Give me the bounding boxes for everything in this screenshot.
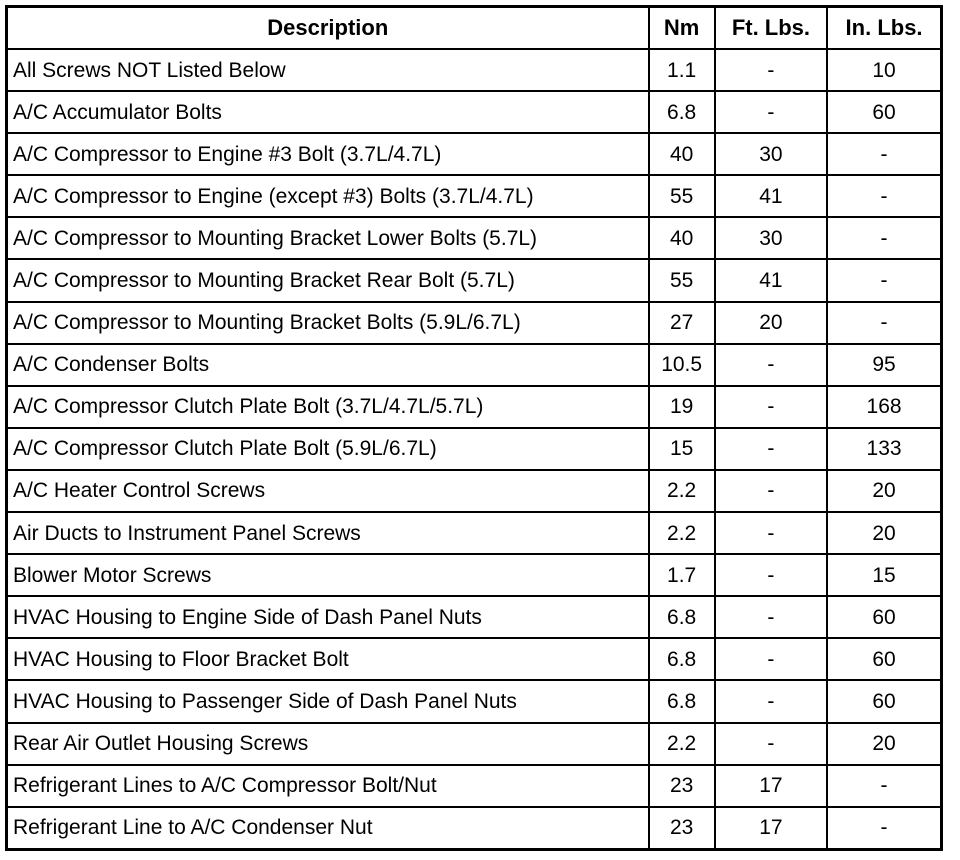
cell-in-lbs: 20: [827, 470, 941, 512]
cell-in-lbs: 20: [827, 723, 941, 765]
cell-in-lbs: 133: [827, 428, 941, 470]
cell-description: A/C Compressor to Mounting Bracket Rear Bolt (5.7L): [7, 259, 649, 301]
cell-ft-lbs: 41: [715, 175, 827, 217]
cell-ft-lbs: 30: [715, 133, 827, 175]
cell-in-lbs: 20: [827, 512, 941, 554]
table-row: [7, 91, 942, 133]
cell-description: HVAC Housing to Passenger Side of Dash Panel Nuts: [7, 680, 649, 722]
cell-in-lbs: -: [827, 259, 941, 301]
cell-description: A/C Compressor Clutch Plate Bolt (3.7L/4.7L/5.7L): [7, 386, 649, 428]
cell-nm: 2.2: [649, 723, 715, 765]
cell-nm: 1.1: [649, 49, 715, 91]
cell-description: Rear Air Outlet Housing Screws: [7, 723, 649, 765]
cell-ft-lbs: -: [715, 91, 827, 133]
cell-in-lbs: -: [827, 133, 941, 175]
table-row: [7, 512, 942, 554]
cell-nm: 1.7: [649, 554, 715, 596]
table-row: [7, 723, 942, 765]
table-row: [7, 470, 942, 512]
table-row: [7, 217, 942, 259]
cell-description: All Screws NOT Listed Below: [7, 49, 649, 91]
cell-nm: 55: [649, 175, 715, 217]
cell-ft-lbs: -: [715, 428, 827, 470]
cell-ft-lbs: 41: [715, 259, 827, 301]
cell-ft-lbs: 20: [715, 302, 827, 344]
table-row: [7, 554, 942, 596]
cell-in-lbs: 168: [827, 386, 941, 428]
cell-description: A/C Compressor Clutch Plate Bolt (5.9L/6.7L): [7, 428, 649, 470]
cell-description: Blower Motor Screws: [7, 554, 649, 596]
cell-in-lbs: -: [827, 765, 941, 807]
cell-nm: 23: [649, 765, 715, 807]
cell-nm: 6.8: [649, 91, 715, 133]
table-row: [7, 133, 942, 175]
cell-in-lbs: 60: [827, 91, 941, 133]
cell-ft-lbs: 17: [715, 765, 827, 807]
table-row: [7, 428, 942, 470]
cell-nm: 2.2: [649, 470, 715, 512]
cell-ft-lbs: -: [715, 512, 827, 554]
cell-description: Refrigerant Lines to A/C Compressor Bolt/Nut: [7, 765, 649, 807]
cell-description: A/C Compressor to Engine #3 Bolt (3.7L/4.7L): [7, 133, 649, 175]
cell-description: HVAC Housing to Engine Side of Dash Panel Nuts: [7, 596, 649, 638]
table-row: [7, 49, 942, 91]
cell-ft-lbs: -: [715, 344, 827, 386]
cell-in-lbs: 10: [827, 49, 941, 91]
torque-specifications-table: [5, 5, 943, 851]
table-row: [7, 596, 942, 638]
cell-nm: 6.8: [649, 680, 715, 722]
table-row: [7, 175, 942, 217]
cell-ft-lbs: -: [715, 470, 827, 512]
cell-nm: 6.8: [649, 638, 715, 680]
cell-in-lbs: 15: [827, 554, 941, 596]
cell-description: Refrigerant Line to A/C Condenser Nut: [7, 807, 649, 850]
cell-in-lbs: -: [827, 175, 941, 217]
table-row: [7, 386, 942, 428]
header-ft-lbs: Ft. Lbs.: [715, 7, 827, 50]
cell-ft-lbs: -: [715, 596, 827, 638]
cell-in-lbs: 60: [827, 638, 941, 680]
table-row: [7, 638, 942, 680]
cell-in-lbs: -: [827, 217, 941, 259]
table-row: [7, 765, 942, 807]
cell-in-lbs: 95: [827, 344, 941, 386]
header-in-lbs: In. Lbs.: [827, 7, 941, 50]
cell-nm: 40: [649, 133, 715, 175]
table-header: [7, 7, 942, 50]
cell-ft-lbs: -: [715, 386, 827, 428]
cell-ft-lbs: -: [715, 723, 827, 765]
header-description: Description: [7, 7, 649, 50]
cell-nm: 55: [649, 259, 715, 301]
cell-ft-lbs: -: [715, 638, 827, 680]
cell-description: A/C Compressor to Mounting Bracket Lower Bolts (5.7L): [7, 217, 649, 259]
cell-nm: 6.8: [649, 596, 715, 638]
table-row: [7, 302, 942, 344]
header-nm: Nm: [649, 7, 715, 50]
table-row: [7, 807, 942, 850]
cell-nm: 40: [649, 217, 715, 259]
cell-description: A/C Accumulator Bolts: [7, 91, 649, 133]
cell-nm: 10.5: [649, 344, 715, 386]
cell-ft-lbs: 17: [715, 807, 827, 850]
cell-ft-lbs: -: [715, 554, 827, 596]
cell-nm: 15: [649, 428, 715, 470]
cell-description: A/C Heater Control Screws: [7, 470, 649, 512]
table-row: [7, 680, 942, 722]
cell-nm: 23: [649, 807, 715, 850]
cell-ft-lbs: -: [715, 49, 827, 91]
table-body: [7, 49, 942, 850]
cell-nm: 27: [649, 302, 715, 344]
cell-description: HVAC Housing to Floor Bracket Bolt: [7, 638, 649, 680]
cell-nm: 19: [649, 386, 715, 428]
cell-description: A/C Condenser Bolts: [7, 344, 649, 386]
cell-description: A/C Compressor to Engine (except #3) Bolts (3.7L/4.7L): [7, 175, 649, 217]
header-row: [7, 7, 942, 50]
table-row: [7, 259, 942, 301]
cell-in-lbs: 60: [827, 596, 941, 638]
cell-ft-lbs: 30: [715, 217, 827, 259]
cell-nm: 2.2: [649, 512, 715, 554]
cell-in-lbs: 60: [827, 680, 941, 722]
cell-in-lbs: -: [827, 302, 941, 344]
table-row: [7, 344, 942, 386]
cell-in-lbs: -: [827, 807, 941, 850]
cell-description: A/C Compressor to Mounting Bracket Bolts (5.9L/6.7L): [7, 302, 649, 344]
cell-ft-lbs: -: [715, 680, 827, 722]
cell-description: Air Ducts to Instrument Panel Screws: [7, 512, 649, 554]
